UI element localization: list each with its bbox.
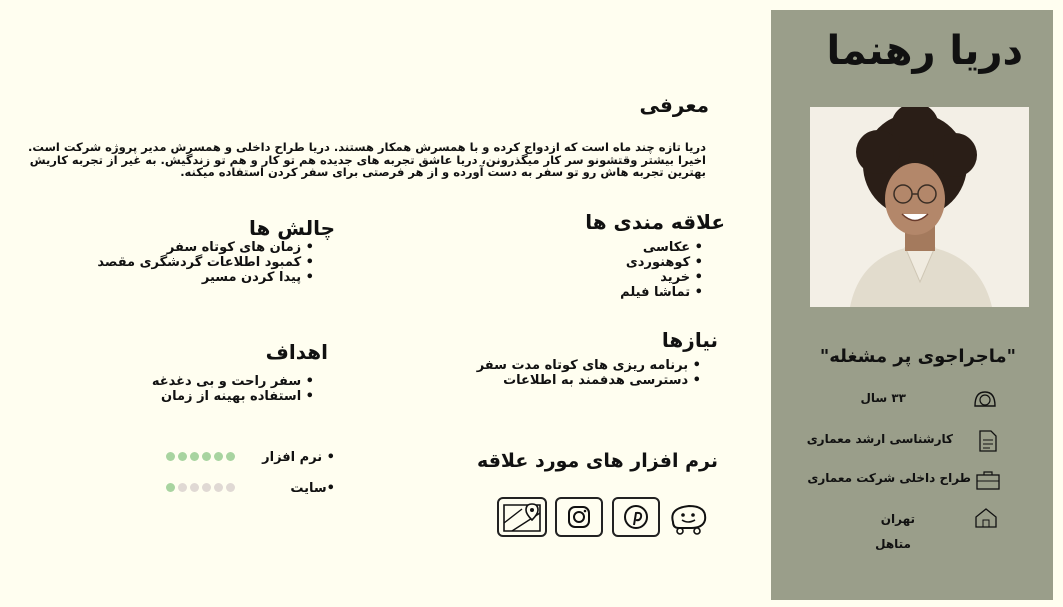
- needs-list: [441, 358, 715, 388]
- level-dot: [178, 483, 187, 492]
- level-dot: [190, 483, 199, 492]
- list-item: • زمان های کوتاه سفر: [64, 240, 314, 255]
- interests-title: علاقه مندی ها: [585, 210, 725, 234]
- list-item: • دسترسی هدفمند به اطلاعات: [441, 373, 701, 388]
- education-value: کارشناسی ارشد معماری: [806, 432, 953, 446]
- challenges-list: [64, 240, 328, 285]
- list-item: • عکاسی: [503, 240, 703, 255]
- marital-value: متاهل: [875, 537, 911, 551]
- level-dot: [226, 483, 235, 492]
- pinterest-icon[interactable]: [612, 497, 660, 537]
- list-item: • کوهنوردی: [503, 255, 703, 270]
- maps-icon[interactable]: [497, 497, 547, 537]
- list-item: • پیدا کردن مسیر: [64, 270, 314, 285]
- home-icon: [973, 507, 999, 529]
- person-icon: [972, 388, 998, 410]
- usage-dots-site: [166, 483, 235, 492]
- challenges-title: چالش ها: [248, 216, 335, 240]
- list-item: • استفاده بهینه از زمان: [114, 389, 314, 404]
- persona-photo: [810, 107, 1029, 307]
- usage-label-software: • نرم افزار: [262, 450, 335, 465]
- intro-title: معرفی: [639, 93, 709, 117]
- interests-list: [503, 240, 717, 300]
- level-dot: [202, 483, 211, 492]
- job-value: طراح داخلی شرکت معماری: [807, 471, 971, 485]
- goals-title: اهداف: [265, 340, 328, 364]
- list-item: • تماشا فیلم: [503, 285, 703, 300]
- portrait-illustration: [810, 107, 1029, 307]
- intro-text: دریا تازه چند ماه است که ازدواج کرده و با همسرش همکار هستند. دریا طراح داخلی و همسرش مدیر پروژه شرکت است. اخیرا بیشتر وقتشونو سر کار میگذرونن، دریا عاشق تجربه های جدیده هم تو کار و هم تو زندگیش. به غیر از تجربه کاریش بهترین تجربه هاش رو تو سفر به دست آورده و از هر فرصتی برای سفر کردن استفاده میکنه.: [28, 140, 706, 179]
- instagram-icon[interactable]: [555, 497, 603, 537]
- waze-icon[interactable]: [667, 500, 711, 536]
- apps-title: نرم افزار های مورد علاقه: [476, 450, 718, 472]
- city-value: تهران: [880, 512, 915, 526]
- level-dot: [214, 483, 223, 492]
- usage-label-site: •سایت: [290, 481, 335, 496]
- persona-tagline: "ماجراجوی پر مشغله": [819, 346, 1016, 367]
- needs-title: نیازها: [661, 328, 718, 352]
- list-item: • سفر راحت و بی دغدغه: [114, 374, 314, 389]
- level-dot: [202, 452, 211, 461]
- goals-list: [114, 374, 328, 404]
- age-value: ۳۳ سال: [860, 391, 906, 405]
- list-item: • برنامه ریزی های کوتاه مدت سفر: [441, 358, 701, 373]
- level-dot: [166, 483, 175, 492]
- level-dot: [226, 452, 235, 461]
- level-dot: [166, 452, 175, 461]
- list-item: • کمبود اطلاعات گردشگری مقصد: [64, 255, 314, 270]
- document-icon: [975, 430, 1001, 452]
- level-dot: [190, 452, 199, 461]
- level-dot: [214, 452, 223, 461]
- usage-dots-software: [166, 452, 235, 461]
- list-item: • خرید: [503, 270, 703, 285]
- level-dot: [178, 452, 187, 461]
- persona-name: دریا رهنما: [826, 28, 1023, 74]
- briefcase-icon: [975, 469, 1001, 491]
